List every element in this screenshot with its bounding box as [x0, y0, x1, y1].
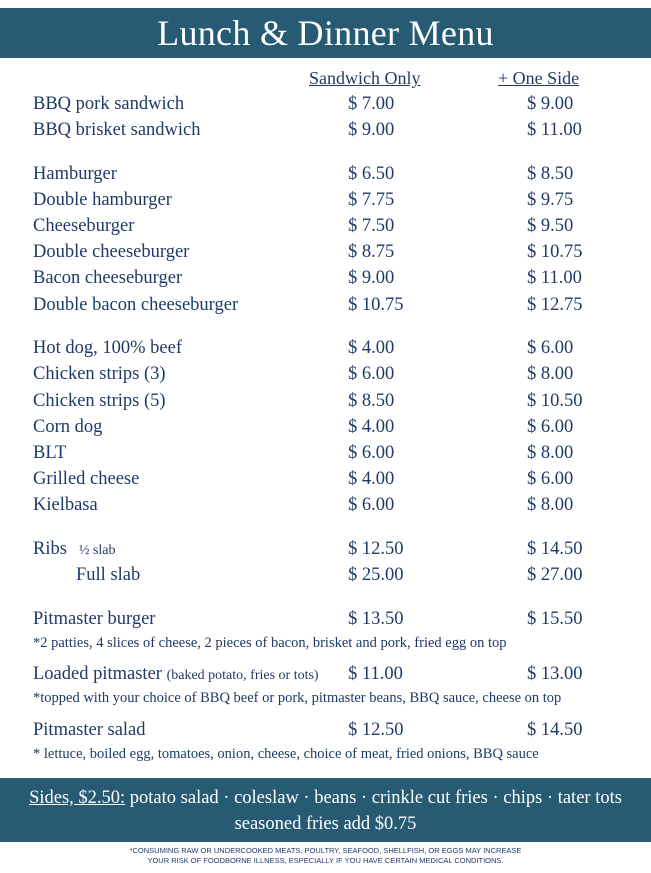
sides-banner	[0, 778, 651, 842]
menu-item-double-bacon-cheeseburger	[0, 295, 651, 321]
menu-item-pitmaster-salad	[0, 720, 651, 746]
food-safety-disclaimer	[0, 846, 651, 866]
price-one-side: $ 8.00	[527, 443, 574, 463]
price-sandwich-only: $ 25.00	[348, 565, 404, 585]
price-one-side: $ 11.00	[527, 120, 582, 140]
menu-item-double-cheeseburger	[0, 242, 651, 268]
item-name: Pitmaster burger	[33, 609, 156, 629]
price-one-side: $ 14.50	[527, 720, 583, 740]
item-name: Full slab	[76, 565, 141, 585]
price-one-side: $ 8.00	[527, 364, 574, 384]
price-one-side: $ 14.50	[527, 539, 583, 559]
price-sandwich-only: $ 10.75	[348, 295, 404, 315]
price-sandwich-only: $ 12.50	[348, 720, 404, 740]
item-name: Double cheeseburger	[33, 242, 190, 262]
item-name: Chicken strips (3)	[33, 364, 166, 384]
price-sandwich-only: $ 13.50	[348, 609, 404, 629]
item-name: Bacon cheeseburger	[33, 268, 183, 288]
sides-label: Sides, $2.50:	[29, 788, 126, 808]
item-name: Hamburger	[33, 164, 117, 184]
menu-item-hot-dog	[0, 338, 651, 364]
menu-item-hamburger	[0, 164, 651, 190]
menu-item-double-hamburger	[0, 190, 651, 216]
disclaimer-line-1: *CONSUMING RAW OR UNDERCOOKED MEATS, POULTRY, SEAFOOD, SHELLFISH, OR EGGS MAY INCREASE	[129, 846, 522, 855]
item-name: Pitmaster salad	[33, 720, 146, 740]
menu-item-chicken-strips-5	[0, 391, 651, 417]
menu-item-ribs-full-slab	[0, 565, 651, 591]
price-one-side: $ 8.50	[527, 164, 574, 184]
menu-item-bbq-pork	[0, 94, 651, 120]
price-sandwich-only: $ 8.50	[348, 391, 395, 411]
price-one-side: $ 10.75	[527, 242, 583, 262]
column-header-one-side: + One Side	[498, 68, 580, 88]
item-name	[33, 664, 319, 685]
price-sandwich-only: $ 7.00	[348, 94, 395, 114]
price-sandwich-only: $ 6.00	[348, 495, 395, 515]
loaded-pitmaster-note: *topped with your choice of BBQ beef or pork, pitmaster beans, BBQ sauce, cheese on top	[33, 690, 562, 706]
price-one-side: $ 11.00	[527, 268, 582, 288]
price-sandwich-only: $ 7.75	[348, 190, 395, 210]
price-sandwich-only: $ 4.00	[348, 417, 395, 437]
loaded-pitmaster-label: Loaded pitmaster	[33, 664, 162, 684]
menu-item-blt	[0, 443, 651, 469]
sides-line	[0, 788, 651, 809]
price-sandwich-only: $ 6.00	[348, 364, 395, 384]
price-one-side: $ 9.75	[527, 190, 574, 210]
price-sandwich-only: $ 12.50	[348, 539, 404, 559]
column-header-sandwich-only: Sandwich Only	[309, 68, 421, 88]
item-name	[33, 539, 116, 560]
price-one-side: $ 9.00	[527, 94, 574, 114]
menu-item-pitmaster-burger	[0, 609, 651, 635]
item-name: BBQ pork sandwich	[33, 94, 185, 114]
menu-item-cheeseburger	[0, 216, 651, 242]
price-sandwich-only: $ 9.00	[348, 120, 395, 140]
price-sandwich-only: $ 4.00	[348, 469, 395, 489]
item-name: Kielbasa	[33, 495, 98, 515]
item-name: Chicken strips (5)	[33, 391, 166, 411]
menu-item-chicken-strips-3	[0, 364, 651, 390]
price-one-side: $ 13.00	[527, 664, 583, 684]
item-name: Double hamburger	[33, 190, 172, 210]
menu-item-ribs-half-slab	[0, 539, 651, 565]
price-one-side: $ 15.50	[527, 609, 583, 629]
price-one-side: $ 12.75	[527, 295, 583, 315]
price-one-side: $ 6.00	[527, 469, 574, 489]
price-one-side: $ 10.50	[527, 391, 583, 411]
price-sandwich-only: $ 8.75	[348, 242, 395, 262]
menu-item-kielbasa	[0, 495, 651, 521]
menu-item-bacon-cheeseburger	[0, 268, 651, 294]
pitmaster-salad-note: * lettuce, boiled egg, tomatoes, onion, cheese, choice of meat, fried onions, BBQ sauce	[33, 746, 539, 762]
price-one-side: $ 9.50	[527, 216, 574, 236]
price-sandwich-only: $ 7.50	[348, 216, 395, 236]
item-name: Grilled cheese	[33, 469, 140, 489]
price-one-side: $ 6.00	[527, 417, 574, 437]
item-name: Cheeseburger	[33, 216, 135, 236]
menu-title: Lunch & Dinner Menu	[157, 13, 494, 53]
item-name: BLT	[33, 443, 67, 463]
item-name: Hot dog, 100% beef	[33, 338, 182, 358]
ribs-label: Ribs	[33, 539, 67, 559]
sides-list: potato salad · coleslaw · beans · crinkle cut fries · chips · tater tots	[129, 788, 622, 808]
pitmaster-burger-note: *2 patties, 4 slices of cheese, 2 pieces of bacon, brisket and pork, fried egg on top	[33, 635, 507, 651]
item-name: BBQ brisket sandwich	[33, 120, 201, 140]
menu-item-corn-dog	[0, 417, 651, 443]
price-sandwich-only: $ 6.00	[348, 443, 395, 463]
menu-item-grilled-cheese	[0, 469, 651, 495]
menu-item-loaded-pitmaster	[0, 664, 651, 690]
price-one-side: $ 6.00	[527, 338, 574, 358]
price-one-side: $ 27.00	[527, 565, 583, 585]
ribs-size-half: ½ slab	[78, 543, 116, 558]
loaded-pitmaster-detail: (baked potato, fries or tots)	[166, 668, 319, 683]
price-sandwich-only: $ 11.00	[348, 664, 403, 684]
price-sandwich-only: $ 4.00	[348, 338, 395, 358]
price-sandwich-only: $ 6.50	[348, 164, 395, 184]
menu-header-banner	[0, 8, 651, 58]
sides-extra: seasoned fries add $0.75	[234, 814, 417, 834]
item-name: Double bacon cheeseburger	[33, 295, 239, 315]
price-one-side: $ 8.00	[527, 495, 574, 515]
price-sandwich-only: $ 9.00	[348, 268, 395, 288]
menu-item-bbq-brisket	[0, 120, 651, 146]
disclaimer-line-2: YOUR RISK OF FOODBORNE ILLNESS, ESPECIALLY IF YOU HAVE CERTAIN MEDICAL CONDITIONS.	[147, 856, 504, 865]
item-name: Corn dog	[33, 417, 103, 437]
